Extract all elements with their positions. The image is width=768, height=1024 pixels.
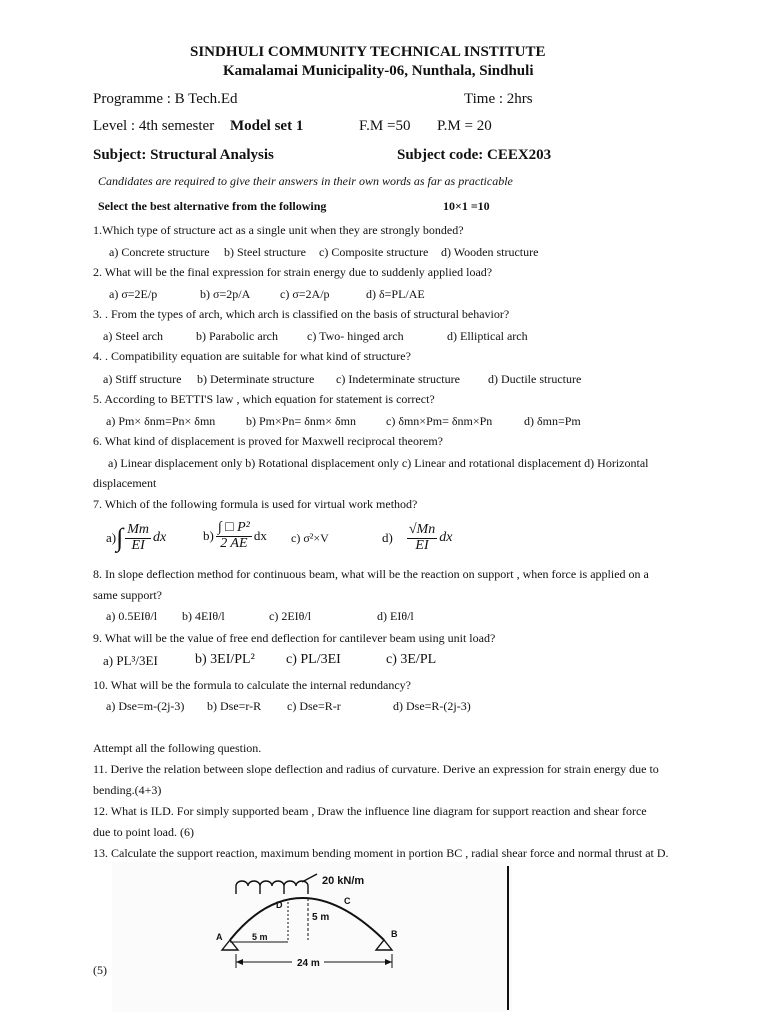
q7-d-denominator: EI (415, 537, 429, 553)
q4-option-d: d) Ductile structure (488, 372, 582, 386)
q8-option-b: b) 4EIθ/l (182, 609, 225, 623)
q3-option-a: a) Steel arch (103, 329, 163, 343)
question-3: 3. . From the types of arch, which arch is classified on the basis of structural behavior? (93, 307, 510, 321)
programme: Programme : B Tech.Ed (93, 91, 238, 107)
q7-d-dx: dx (439, 530, 453, 545)
question-13: 13. Calculate the support reaction, maximum bending moment in portion BC , radial shear force and normal thrust at D. (93, 846, 669, 860)
q6-options-continued: displacement (93, 476, 157, 490)
question-9: 9. What will be the value of free end deflection for cantilever beam using unit load? (93, 631, 496, 645)
q5-option-c: c) δmn×Pm= δnm×Pn (386, 414, 493, 428)
pass-marks: P.M = 20 (437, 118, 492, 134)
q7-b-numerator: ∫ □ P² (217, 519, 250, 535)
subject-code: Subject code: CEEX203 (397, 147, 552, 163)
q7-option-d-label: d) (382, 530, 393, 545)
time: Time : 2hrs (464, 91, 533, 107)
q8-option-c: c) 2EIθ/l (269, 609, 312, 623)
question-2: 2. What will be the final expression for strain energy due to suddenly applied load? (93, 265, 493, 279)
question-6: 6. What kind of displacement is proved for Maxwell reciprocal theorem? (93, 434, 443, 448)
span-dimension-label: 24 m (297, 958, 320, 969)
q7-option-d-fraction (407, 523, 437, 553)
integral-symbol: ∫ (116, 523, 124, 552)
q2-option-c: c) σ=2A/p (280, 287, 330, 301)
q2-option-a: a) σ=2E/p (109, 287, 158, 301)
level: Level : 4th semester (93, 118, 215, 134)
model-set: Model set 1 (230, 118, 304, 134)
question-10: 10. What will be the formula to calculate the internal redundancy? (93, 678, 411, 692)
label-c: C (344, 896, 351, 906)
load-label: 20 kN/m (322, 875, 365, 887)
q9-option-c: c) PL/3EI (286, 652, 341, 667)
q10-option-c: c) Dse=R-r (287, 699, 341, 713)
institute-name: SINDHULI COMMUNITY TECHNICAL INSTITUTE (190, 44, 546, 60)
q1-option-a: a) Concrete structure (109, 245, 210, 259)
q7-option-a-fraction (125, 523, 151, 553)
q3-option-c: c) Two- hinged arch (307, 329, 404, 343)
q5-option-a: a) Pm× δnm=Pn× δmn (106, 414, 216, 428)
q8-option-a: a) 0.5EIθ/l (106, 609, 158, 623)
label-a: A (216, 932, 223, 942)
q7-d-numerator: √Mn (408, 521, 436, 537)
q8-option-d: d) EIθ/l (377, 609, 414, 623)
q5-option-d: d) δmn=Pm (524, 414, 581, 428)
question-11: 11. Derive the relation between slope deflection and radius of curvature. Derive an expression for strain energy due to (93, 762, 659, 776)
three-hinged-arch-figure (112, 862, 512, 1012)
q7-option-b-label: b) (203, 528, 214, 543)
question-7: 7. Which of the following formula is used for virtual work method? (93, 497, 418, 511)
q3-option-d: d) Elliptical arch (447, 329, 528, 343)
q4-option-b: b) Determinate structure (197, 372, 315, 386)
q7-a-denominator: EI (131, 537, 145, 553)
label-d: D (276, 900, 283, 910)
q9-option-a: a) PL³/3EI (103, 653, 158, 668)
q9-option-d: c) 3E/PL (386, 652, 437, 667)
q7-option-a (106, 518, 166, 558)
q7-a-dx: dx (153, 530, 167, 545)
q7-option-a-label: a) (106, 530, 117, 545)
question-8: 8. In slope deflection method for continuous beam, what will be the reaction on support , when force is applied on a (93, 567, 649, 581)
ad-dimension-label: 5 m (252, 932, 268, 942)
q7-option-b-fraction (216, 521, 252, 551)
q10-option-d: d) Dse=R-(2j-3) (393, 699, 471, 713)
question-4: 4. . Compatibility equation are suitable for what kind of structure? (93, 349, 411, 363)
q7-option-c: c) σ²×V (291, 531, 329, 545)
q1-option-c: c) Composite structure (319, 245, 429, 259)
subject: Subject: Structural Analysis (93, 147, 274, 163)
question-12-continued: due to point load. (6) (93, 825, 194, 839)
section-a-marks: 10×1 =10 (443, 199, 490, 213)
q1-option-d: d) Wooden structure (441, 245, 539, 259)
q2-option-d: d) δ=PL/AE (366, 287, 425, 301)
question-8-continued: same support? (93, 588, 162, 602)
q2-option-b: b) σ=2p/A (200, 287, 251, 301)
q3-option-b: b) Parabolic arch (196, 329, 278, 343)
q7-option-b (203, 514, 267, 558)
question-13-marks: (5) (93, 963, 107, 977)
rise-dimension-label: 5 m (312, 912, 330, 923)
question-11-continued: bending.(4+3) (93, 783, 162, 797)
question-1: 1.Which type of structure act as a single unit when they are strongly bonded? (93, 223, 464, 237)
label-b: B (391, 929, 398, 939)
q7-b-denominator: 2 AE (220, 535, 248, 551)
question-12: 12. What is ILD. For simply supported beam , Draw the influence line diagram for support reaction and shear force (93, 804, 647, 818)
q4-option-a: a) Stiff structure (103, 372, 182, 386)
question-5: 5. According to BETTI'S law , which equation for statement is correct? (93, 392, 435, 406)
full-marks: F.M =50 (359, 118, 411, 134)
section-b-title: Attempt all the following question. (93, 741, 262, 755)
q7-a-numerator: Mm (127, 521, 150, 537)
q5-option-b: b) Pm×Pn= δnm× δmn (246, 414, 356, 428)
q4-option-c: c) Indeterminate structure (336, 372, 460, 386)
q9-option-b: b) 3EI/PL² (195, 652, 255, 667)
instruction: Candidates are required to give their answers in their own words as far as practicable (98, 174, 513, 188)
q10-option-b: b) Dse=r-R (207, 699, 262, 713)
figure-background (112, 862, 512, 1012)
q1-option-b: b) Steel structure (224, 245, 306, 259)
q6-options: a) Linear displacement only b) Rotational displacement only c) Linear and rotational displacement d) Horizontal (108, 456, 649, 470)
section-a-title: Select the best alternative from the following (98, 199, 327, 213)
q7-b-dx: dx (253, 528, 267, 543)
q10-option-a: a) Dse=m-(2j-3) (106, 699, 185, 713)
institute-address: Kamalamai Municipality-06, Nunthala, Sindhuli (223, 63, 534, 79)
q7-option-d (382, 518, 452, 558)
